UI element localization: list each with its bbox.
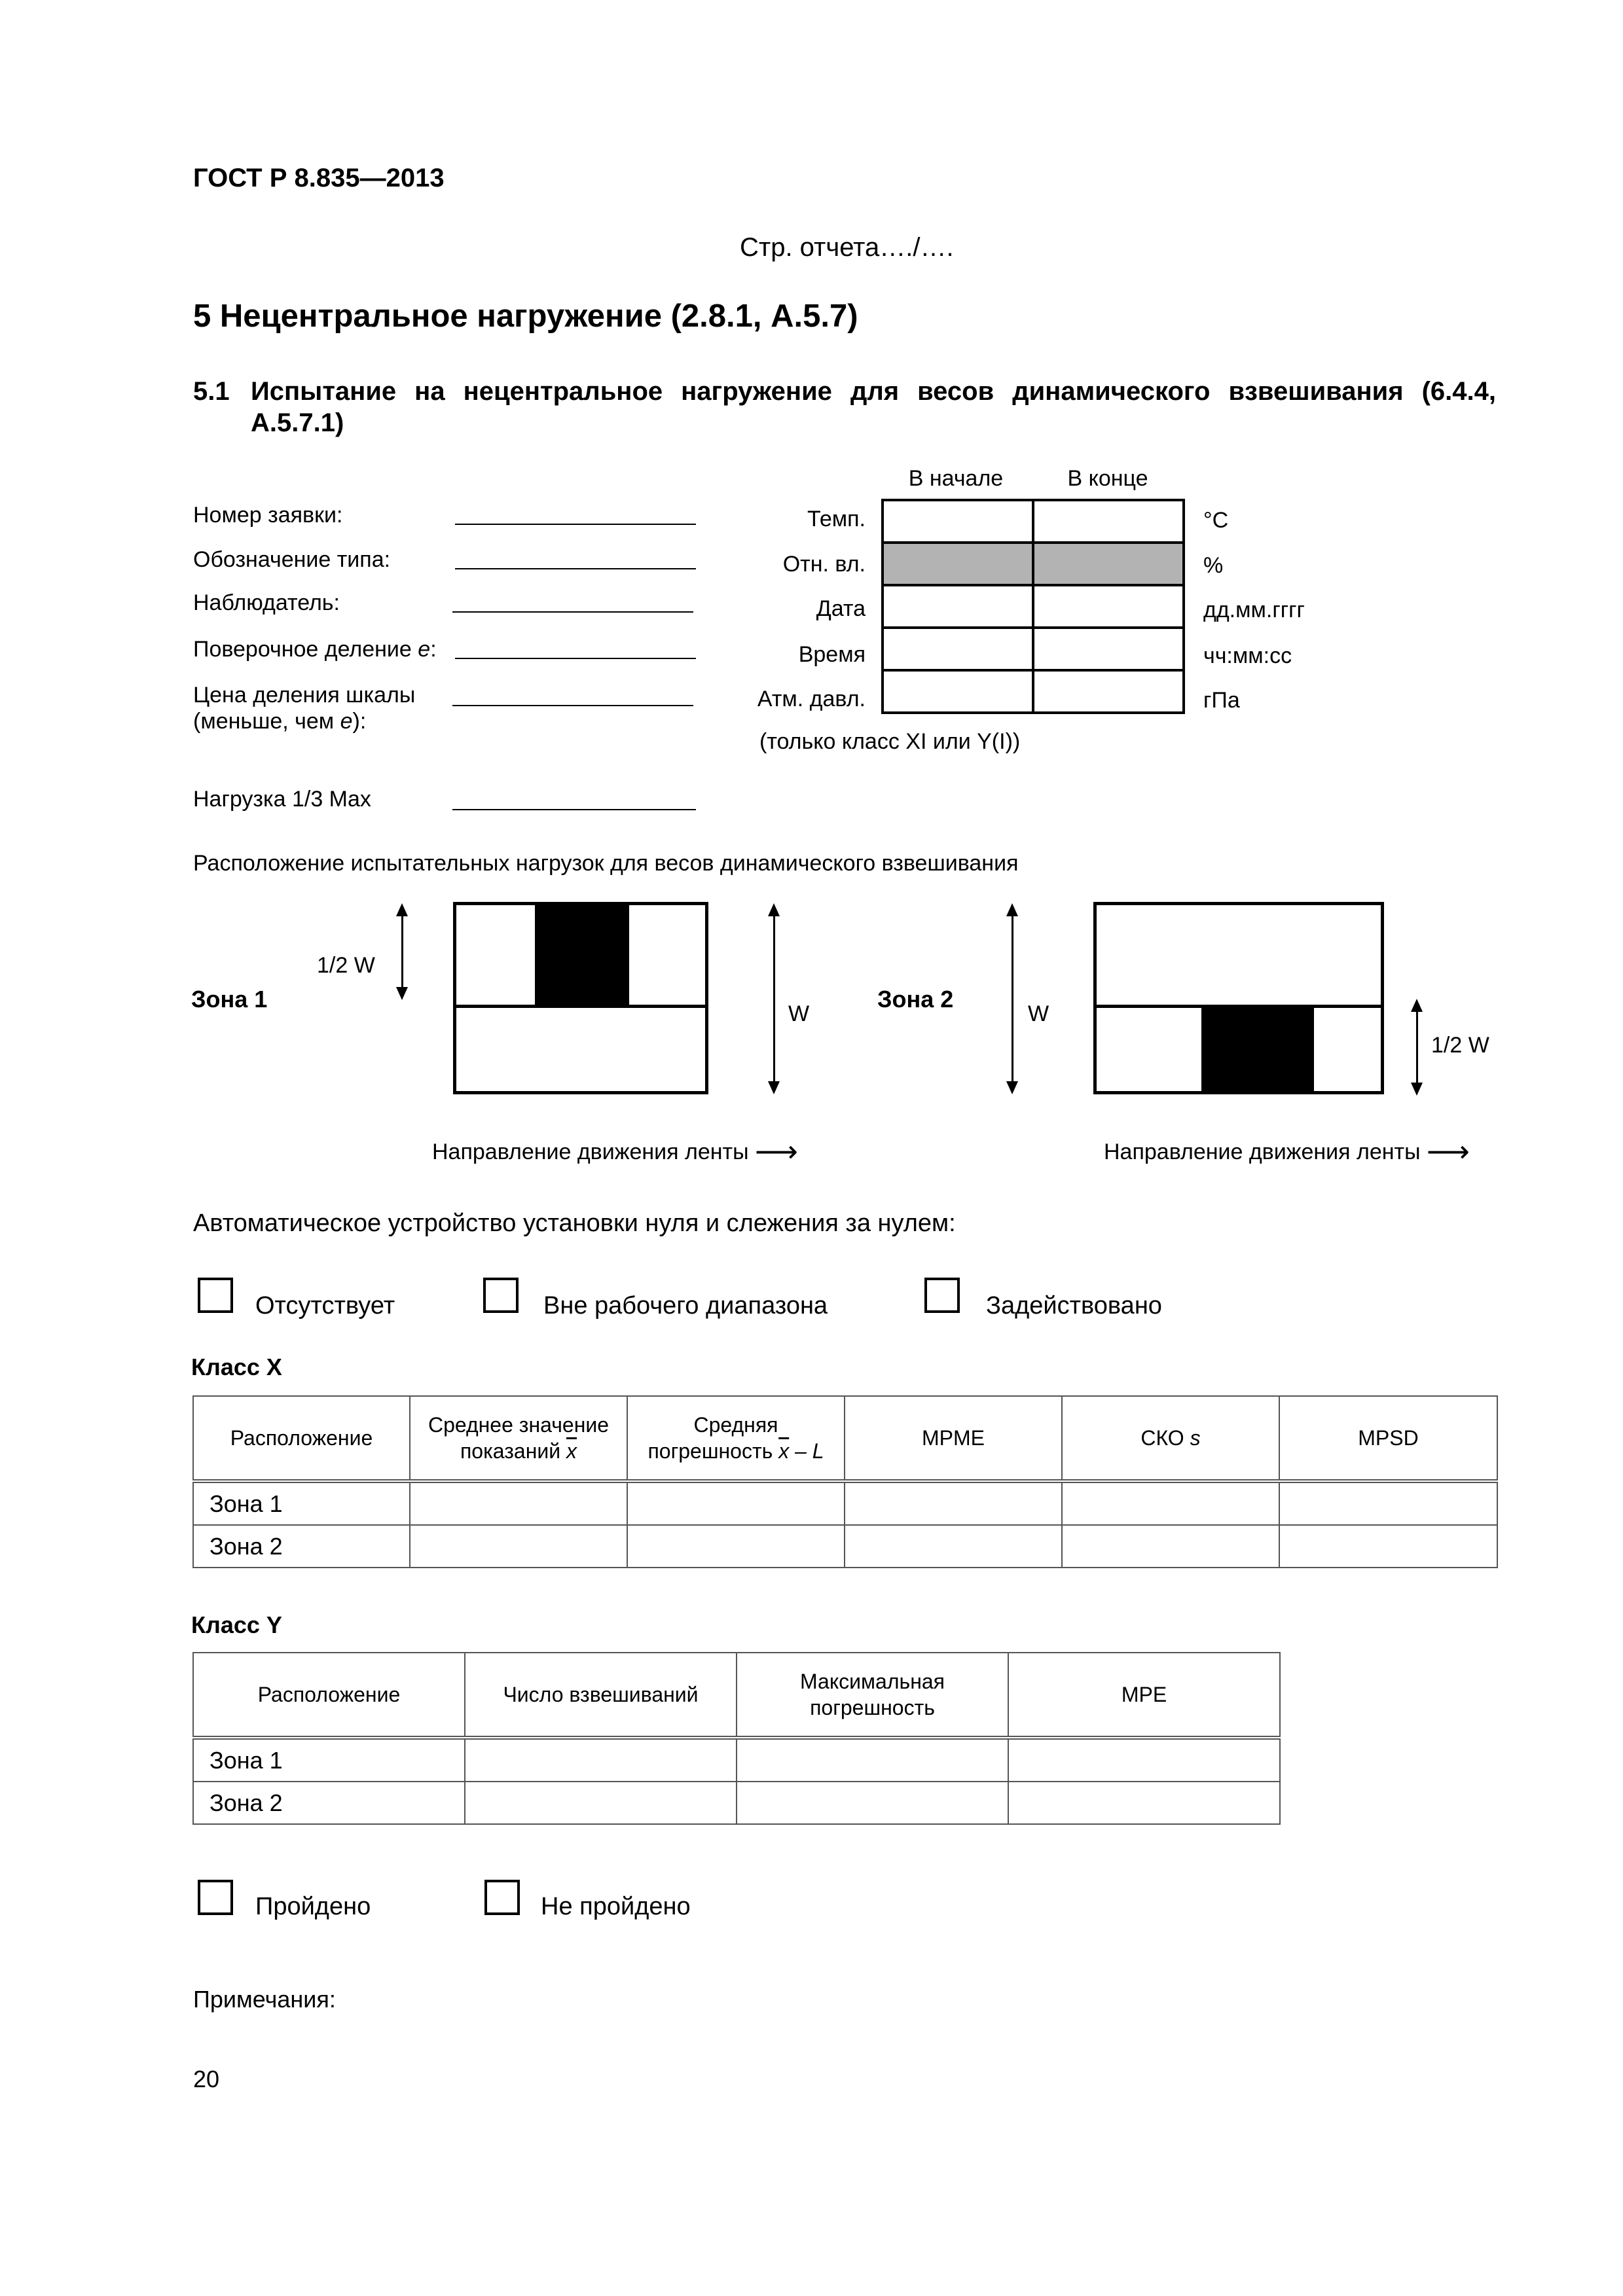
zone2-label: Зона 2 <box>877 986 954 1013</box>
env-unit-humidity: % <box>1203 553 1224 578</box>
env-cell-humidity-end <box>1033 543 1184 585</box>
table-cell[interactable] <box>1279 1525 1497 1568</box>
class-y-title: Класс Y <box>191 1611 282 1638</box>
table-cell[interactable] <box>465 1782 737 1824</box>
class-x-h-mean-var: $\overline{x}$ <box>566 1439 577 1463</box>
table-cell[interactable] <box>737 1738 1008 1782</box>
class-x-h-mean-line2 <box>410 1438 627 1464</box>
class-x-h-error-line2 <box>628 1438 844 1464</box>
table-row <box>193 1738 1280 1782</box>
table-cell[interactable] <box>410 1525 627 1568</box>
class-x-h-sko-text: СКО <box>1140 1426 1190 1450</box>
passed-label: Пройдено <box>255 1893 371 1920</box>
class-x-header-row <box>193 1396 1497 1481</box>
request-no-field[interactable] <box>455 524 696 525</box>
table-row <box>193 1481 1497 1525</box>
table-cell[interactable] <box>1008 1738 1280 1782</box>
option-absent-label: Отсутствует <box>255 1292 395 1319</box>
env-unit-time: чч:мм:сс <box>1203 643 1292 668</box>
class-y-zone2-label: Зона 2 <box>193 1782 465 1824</box>
zone2-load <box>1201 1005 1314 1091</box>
zone1-divider <box>456 1005 705 1008</box>
class-x-h-error <box>627 1396 845 1481</box>
verification-interval-text: Поверочное деление <box>193 637 418 662</box>
table-cell[interactable] <box>1062 1481 1279 1525</box>
zone1-belt <box>453 902 708 1094</box>
class-x-h-mean-line1: Среднее значение <box>428 1413 610 1437</box>
env-cell-temp-end[interactable] <box>1033 500 1184 543</box>
observer-label: Наблюдатель: <box>193 590 340 615</box>
zone1-half-w-label: 1/2 W <box>317 953 375 978</box>
class-x-h-sko-var: s <box>1190 1426 1201 1450</box>
table-cell[interactable] <box>1062 1525 1279 1568</box>
env-cell-pressure-start[interactable] <box>883 670 1033 713</box>
load-label: Нагрузка 1/3 Max <box>193 787 371 812</box>
class-y-h-maxerr-line2: погрешность <box>810 1696 935 1719</box>
env-cell-time-start[interactable] <box>883 628 1033 670</box>
table-cell[interactable] <box>845 1481 1062 1525</box>
checkbox-failed[interactable] <box>484 1880 520 1915</box>
scale-interval-field[interactable] <box>452 705 693 706</box>
env-col-end: В конце <box>1067 466 1148 491</box>
env-row-humidity <box>883 543 1184 585</box>
scale-interval-label <box>193 682 415 734</box>
zone1-direction-text: Направление движения ленты <box>432 1139 749 1164</box>
class-x-h-error-line1: Средняя <box>693 1413 778 1437</box>
table-cell[interactable] <box>627 1525 845 1568</box>
section-title: 5 Нецентральное нагружение (2.8.1, А.5.7) <box>193 298 858 334</box>
class-y-zone1-label: Зона 1 <box>193 1738 465 1782</box>
zone2-direction-text: Направление движения ленты <box>1104 1139 1421 1164</box>
zone1-direction-arrow-icon: ⟶ <box>755 1134 798 1168</box>
env-unit-temp: °C <box>1203 508 1229 533</box>
scale-interval-line1: Цена деления шкалы <box>193 683 416 708</box>
table-cell[interactable] <box>1279 1481 1497 1525</box>
class-x-h-error-rest: – L <box>789 1439 824 1463</box>
zone2-half-w-label: 1/2 W <box>1431 1033 1489 1058</box>
class-y-h-maxerr <box>737 1653 1008 1738</box>
class-y-header-row <box>193 1653 1280 1738</box>
table-row <box>193 1525 1497 1568</box>
type-designation-label: Обозначение типа: <box>193 547 391 572</box>
load-field[interactable] <box>452 809 696 810</box>
env-cell-date-end[interactable] <box>1033 585 1184 628</box>
env-cell-time-end[interactable] <box>1033 628 1184 670</box>
type-designation-field[interactable] <box>455 568 696 569</box>
env-unit-pressure: гПа <box>1203 688 1240 713</box>
verification-interval-label <box>193 637 437 662</box>
zone1-label: Зона 1 <box>191 986 268 1013</box>
table-cell[interactable] <box>627 1481 845 1525</box>
subsection-number: 5.1 <box>193 377 230 406</box>
observer-field[interactable] <box>452 611 693 613</box>
env-unit-date: дд.мм.гггг <box>1203 598 1305 622</box>
option-enabled-label: Задействовано <box>986 1292 1162 1319</box>
zone2-direction-arrow-icon: ⟶ <box>1427 1134 1470 1168</box>
zone1-direction <box>432 1134 798 1169</box>
diagram-caption: Расположение испытательных нагрузок для весов динамического взвешивания <box>193 851 1019 876</box>
zone1-w-label: W <box>788 1001 810 1026</box>
class-x-zone2-label: Зона 2 <box>193 1525 410 1568</box>
zone2-belt <box>1093 902 1384 1094</box>
class-x-h-mean <box>410 1396 627 1481</box>
request-no-label: Номер заявки: <box>193 503 343 528</box>
checkbox-absent[interactable] <box>198 1278 233 1313</box>
table-cell[interactable] <box>410 1481 627 1525</box>
notes-label: Примечания: <box>193 1986 336 2013</box>
env-row-time <box>883 628 1184 670</box>
subsection-title <box>193 376 1496 439</box>
table-cell[interactable] <box>845 1525 1062 1568</box>
class-x-h-mpme: MPME <box>845 1396 1062 1481</box>
env-cell-temp-start[interactable] <box>883 500 1033 543</box>
zone1-load <box>535 905 629 1008</box>
class-x-zone1-label: Зона 1 <box>193 1481 410 1525</box>
env-note: (только класс XI или Y(I)) <box>759 729 1021 754</box>
verification-interval-field[interactable] <box>455 658 696 659</box>
class-y-table <box>192 1652 1281 1825</box>
env-cell-pressure-end[interactable] <box>1033 670 1184 713</box>
class-x-table <box>192 1395 1498 1568</box>
zero-device-question: Автоматическое устройство установки нуля и слежения за нулем: <box>193 1210 956 1237</box>
env-col-start: В начале <box>908 466 1004 491</box>
checkbox-passed[interactable] <box>198 1880 233 1915</box>
class-x-title: Класс X <box>191 1354 282 1380</box>
scale-interval-prefix: (меньше, чем <box>193 709 340 734</box>
zone2-w-label: W <box>1028 1001 1049 1026</box>
subsection-text: Испытание на нецентральное нагружение для весов динамического взвешивания (6.4.4, А.5.7.1) <box>251 377 1496 437</box>
env-row-pressure <box>883 670 1184 713</box>
env-row-temp <box>883 500 1184 543</box>
failed-label: Не пройдено <box>541 1893 691 1920</box>
class-x-h-location: Расположение <box>193 1396 410 1481</box>
checkbox-enabled[interactable] <box>924 1278 960 1313</box>
env-label-humidity: Отн. вл. <box>782 552 866 577</box>
class-x-h-error-var: $\overline{x}$ <box>778 1439 790 1463</box>
class-y-h-count: Число взвешиваний <box>465 1653 737 1738</box>
table-cell[interactable] <box>465 1738 737 1782</box>
env-cell-date-start[interactable] <box>883 585 1033 628</box>
zone2-direction <box>1104 1134 1470 1169</box>
verification-interval-var: e <box>418 637 431 662</box>
scale-interval-line2 <box>193 708 415 734</box>
table-row <box>193 1782 1280 1824</box>
table-cell[interactable] <box>737 1782 1008 1824</box>
class-y-h-location: Расположение <box>193 1653 465 1738</box>
class-x-h-error-text: погрешность <box>647 1439 779 1463</box>
env-cell-humidity-start <box>883 543 1033 585</box>
class-y-h-maxerr-line1: Максимальная <box>800 1670 945 1693</box>
scale-interval-suffix: ): <box>352 709 367 734</box>
class-x-h-mean-text: показаний <box>460 1439 567 1463</box>
env-label-pressure: Атм. давл. <box>757 687 866 711</box>
env-label-date: Дата <box>816 596 866 621</box>
environment-table <box>881 499 1185 714</box>
class-y-h-mpe: MPE <box>1008 1653 1280 1738</box>
table-cell[interactable] <box>1008 1782 1280 1824</box>
env-row-date <box>883 585 1184 628</box>
page-number: 20 <box>193 2066 220 2092</box>
option-out-of-range-label: Вне рабочего диапазона <box>543 1292 828 1319</box>
scale-interval-var: e <box>340 709 353 734</box>
env-label-temp: Темп. <box>807 507 866 531</box>
document-id: ГОСТ Р 8.835—2013 <box>193 164 445 192</box>
verification-interval-colon: : <box>430 637 437 662</box>
report-page-ref: Стр. отчета…./…. <box>740 233 954 262</box>
class-x-h-sko <box>1062 1396 1279 1481</box>
checkbox-out-of-range[interactable] <box>483 1278 519 1313</box>
class-x-h-mpsd: MPSD <box>1279 1396 1497 1481</box>
env-label-time: Время <box>798 642 866 667</box>
